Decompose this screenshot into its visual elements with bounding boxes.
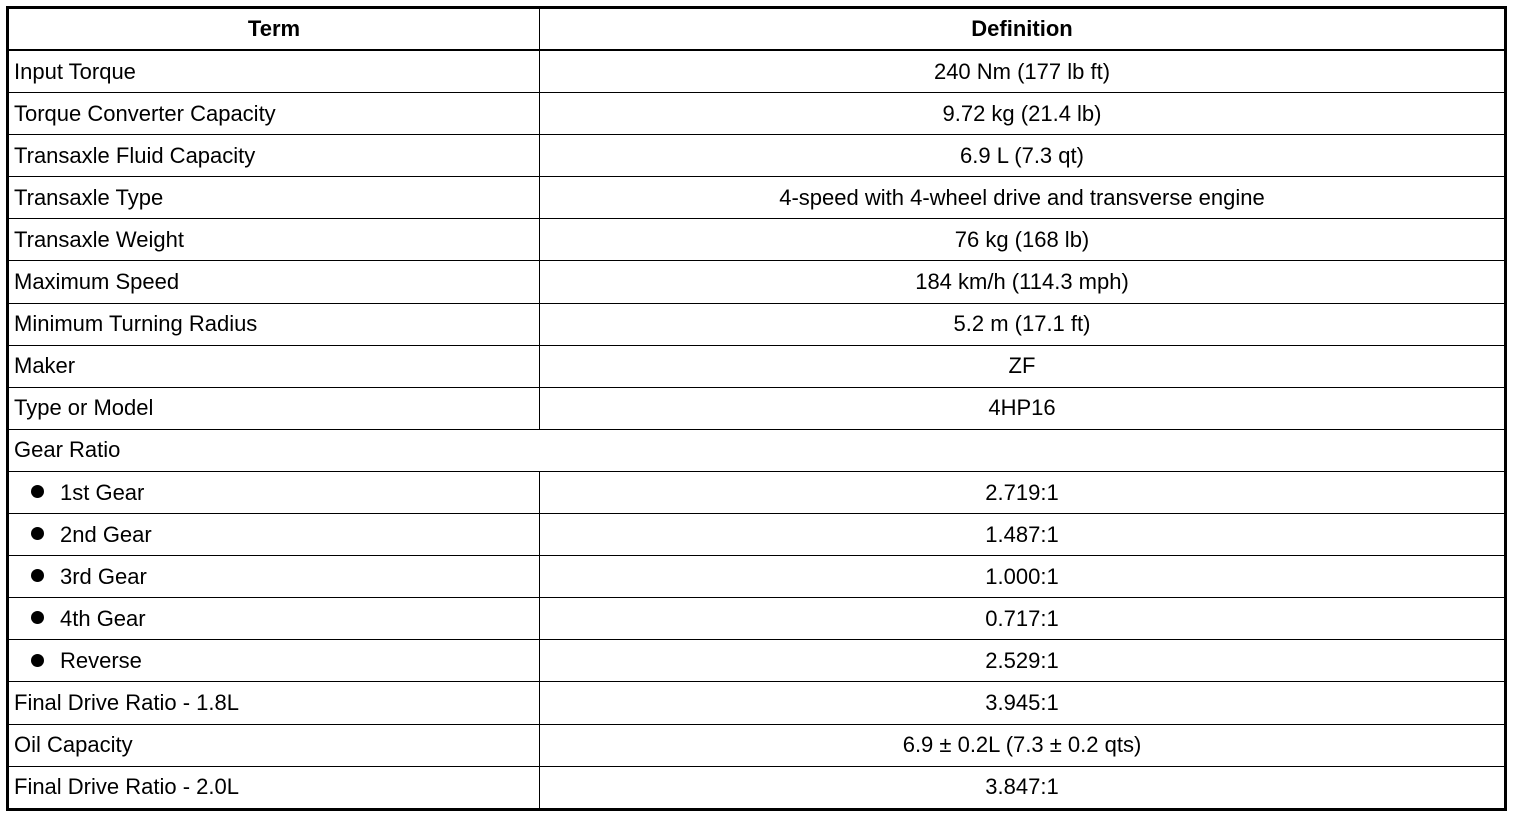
gear-term-label: 4th Gear xyxy=(60,605,146,631)
term-cell: Type or Model xyxy=(8,387,540,429)
definition-cell: 4HP16 xyxy=(540,387,1506,429)
definition-cell: 5.2 m (17.1 ft) xyxy=(540,303,1506,345)
gear-term-cell xyxy=(8,598,540,640)
gear-term-label: 3rd Gear xyxy=(60,563,147,589)
header-definition: Definition xyxy=(540,8,1506,51)
specifications-table xyxy=(6,6,1507,811)
table-row xyxy=(8,177,1506,219)
definition-cell: 240 Nm (177 lb ft) xyxy=(540,50,1506,93)
gear-ratio-section-label: Gear Ratio xyxy=(8,429,1506,471)
term-cell: Transaxle Type xyxy=(8,177,540,219)
bullet-icon xyxy=(31,485,44,498)
term-cell: Transaxle Weight xyxy=(8,219,540,261)
gear-term-label: Reverse xyxy=(60,647,142,673)
table-row xyxy=(8,682,1506,724)
table-body xyxy=(8,50,1506,810)
bullet-icon xyxy=(31,527,44,540)
table-row xyxy=(8,50,1506,93)
table-header xyxy=(8,8,1506,51)
gear-definition-cell: 1.487:1 xyxy=(540,514,1506,556)
gear-term-cell xyxy=(8,556,540,598)
term-cell: Torque Converter Capacity xyxy=(8,93,540,135)
definition-cell: 3.945:1 xyxy=(540,682,1506,724)
gear-definition-cell: 0.717:1 xyxy=(540,598,1506,640)
term-cell: Maximum Speed xyxy=(8,261,540,303)
gear-ratio-row xyxy=(8,556,1506,598)
table-row xyxy=(8,345,1506,387)
gear-term-cell xyxy=(8,514,540,556)
gear-ratio-row xyxy=(8,471,1506,513)
table-row xyxy=(8,261,1506,303)
definition-cell: 184 km/h (114.3 mph) xyxy=(540,261,1506,303)
table-row xyxy=(8,219,1506,261)
gear-term-cell xyxy=(8,640,540,682)
table-row xyxy=(8,93,1506,135)
definition-cell: 4-speed with 4-wheel drive and transverse engine xyxy=(540,177,1506,219)
gear-term-label: 1st Gear xyxy=(60,479,145,505)
term-cell: Minimum Turning Radius xyxy=(8,303,540,345)
definition-cell: ZF xyxy=(540,345,1506,387)
gear-term-cell xyxy=(8,471,540,513)
bullet-icon xyxy=(31,569,44,582)
definition-cell: 3.847:1 xyxy=(540,766,1506,809)
gear-ratio-row xyxy=(8,598,1506,640)
gear-definition-cell: 1.000:1 xyxy=(540,556,1506,598)
table-row xyxy=(8,766,1506,809)
table-row xyxy=(8,724,1506,766)
gear-definition-cell: 2.529:1 xyxy=(540,640,1506,682)
definition-cell: 6.9 ± 0.2L (7.3 ± 0.2 qts) xyxy=(540,724,1506,766)
table-row xyxy=(8,387,1506,429)
term-cell: Transaxle Fluid Capacity xyxy=(8,135,540,177)
definition-cell: 9.72 kg (21.4 lb) xyxy=(540,93,1506,135)
gear-ratio-row xyxy=(8,640,1506,682)
header-term: Term xyxy=(8,8,540,51)
term-cell: Maker xyxy=(8,345,540,387)
gear-definition-cell: 2.719:1 xyxy=(540,471,1506,513)
header-row xyxy=(8,8,1506,51)
term-cell: Input Torque xyxy=(8,50,540,93)
table-row xyxy=(8,135,1506,177)
gear-term-label: 2nd Gear xyxy=(60,521,152,547)
term-cell: Final Drive Ratio - 2.0L xyxy=(8,766,540,809)
bullet-icon xyxy=(31,654,44,667)
definition-cell: 6.9 L (7.3 qt) xyxy=(540,135,1506,177)
gear-ratio-section-row xyxy=(8,429,1506,471)
term-cell: Final Drive Ratio - 1.8L xyxy=(8,682,540,724)
definition-cell: 76 kg (168 lb) xyxy=(540,219,1506,261)
bullet-icon xyxy=(31,611,44,624)
gear-ratio-row xyxy=(8,514,1506,556)
table-row xyxy=(8,303,1506,345)
term-cell: Oil Capacity xyxy=(8,724,540,766)
